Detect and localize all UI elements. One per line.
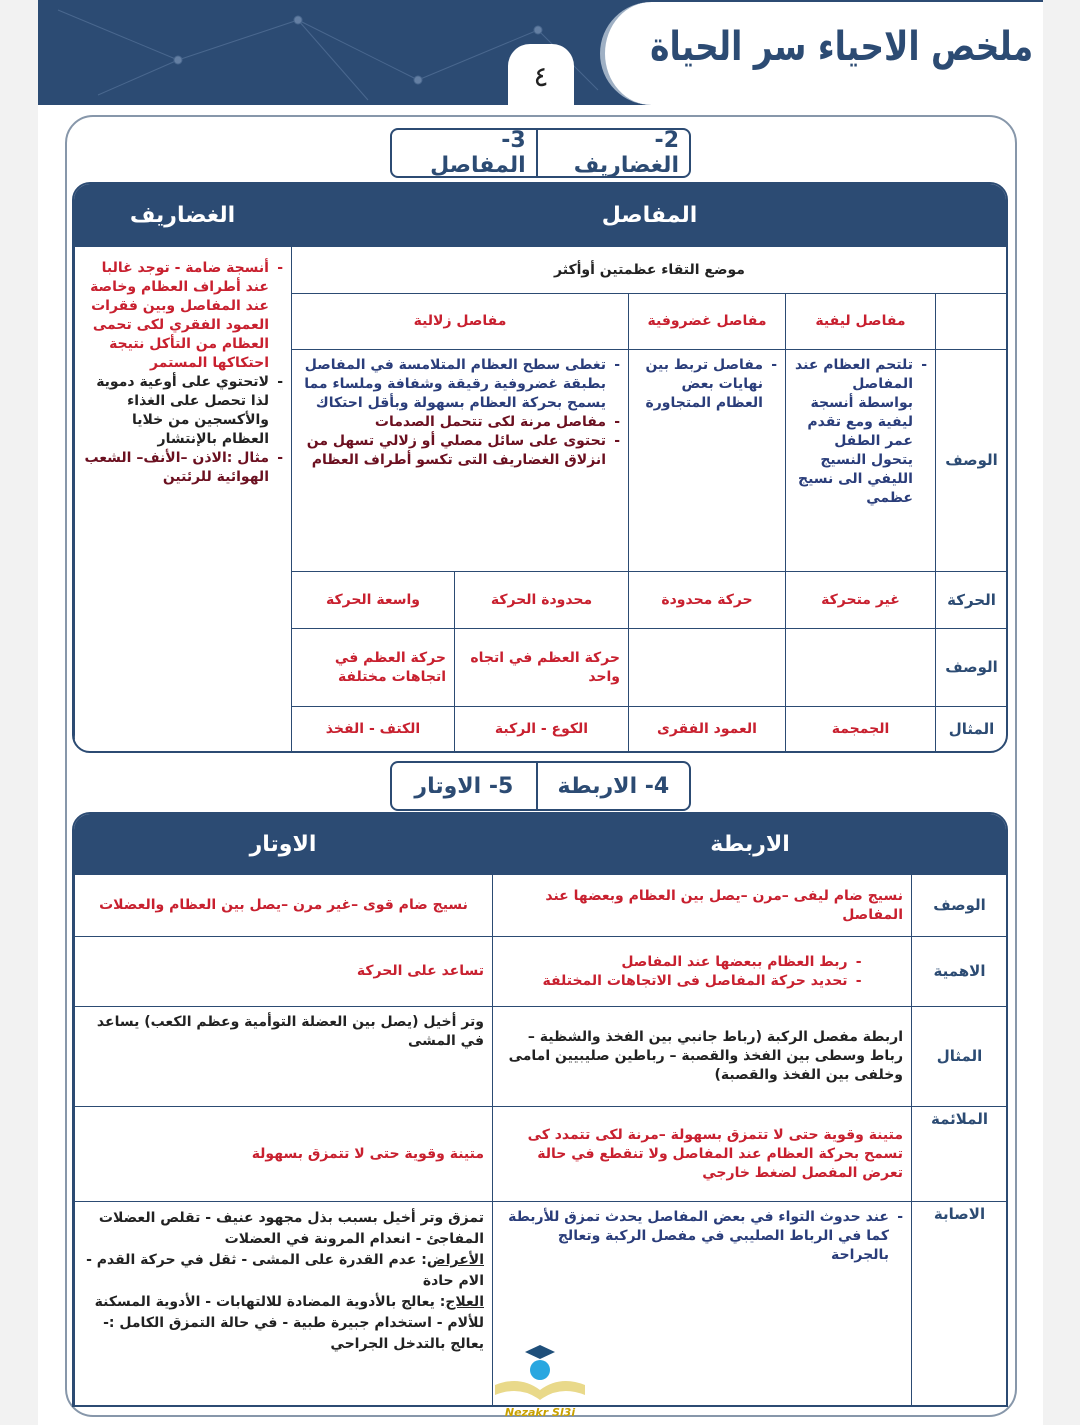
cartilage-point: - أنسجة ضامة - توجد غالبا عند أطراف العظام وخاصة عند المفاصل وبين فقرات العمود الفقري لكى تحمى العظام من التأكل نتيجة احتكاكها المستمر — [83, 259, 283, 373]
desc-cartilaginous — [628, 349, 786, 572]
joints-cartilage-table — [72, 182, 1008, 753]
empty-cell — [785, 628, 936, 707]
row-label: الاصابة — [911, 1201, 1008, 1407]
desc-point: - تحتوى على سائل مصلي أو زلالي تسهل من انزلاق الغضاريف التى تكسو أطراف العظام — [300, 432, 620, 470]
type-fibrous: مفاصل ليفية — [785, 293, 936, 350]
header-cartilage: الغضاريف — [129, 202, 236, 228]
section1-tabs — [390, 128, 691, 178]
tendons-importance: تساعد على الحركة — [74, 936, 493, 1007]
row-label: الوصف — [911, 874, 1008, 937]
desc-point: - تغطى سطح العظام المتلامسة في المفاصل بطبقة غضروفية رقيقة وشفافة وملساء مما يسمح بحركة العظام بسهولة وبأقل احتكاك — [300, 356, 620, 413]
table-header — [74, 814, 1008, 874]
movement-synovial-wide: واسعة الحركة — [291, 571, 455, 629]
injury-point: - عند حدوث التواء في بعض المفاصل يحدث تمزق للأربطة كما في الرباط الصليبي في مفصل الركبة وتعالج بالجراحة — [501, 1208, 903, 1265]
ligaments-tendons-table — [72, 812, 1008, 1407]
example-synovial-wide: الكتف - الفخذ — [291, 706, 455, 753]
desc-point: - مفاصل مرنة لكى تتحمل الصدمات — [300, 413, 620, 432]
movement-synovial-limited: محدودة الحركة — [454, 571, 629, 629]
example-cartilaginous: العمود الفقرى — [628, 706, 786, 753]
desc-point: - مفاصل تربط بين نهايات بعض العظام المتجاورة — [637, 356, 777, 413]
tendons-injury — [74, 1201, 493, 1407]
ligaments-description: نسيج ضام ليفى –مرن –يصل بين العظام وبعضها عند المفاصل — [492, 874, 912, 937]
header-tendons: الاوتار — [249, 831, 317, 857]
cartilage-point: - مثال :الاذن –الأنف– الشعب الهوائية للرئتين — [83, 449, 283, 487]
ligaments-example: اربطة مفصل الركبة (رباط جانبي بين الفخذ والشظية – رباط وسطى بين الفخذ والقصبة – رباطين صليبيين امامى وخلفى بين الفخذ والقصبة) — [492, 1006, 912, 1107]
page-number: ٤ — [508, 44, 574, 105]
row-label: الاهمية — [911, 936, 1008, 1007]
cartilage-point: - لاتحتوي على أوعية دموية لذا تحصل على الغذاء والأكسجين من خلايا العظام بالإنتشار — [83, 373, 283, 449]
tab-ligaments: 4- الاربطة — [557, 773, 670, 799]
row-label-description: الوصف — [935, 349, 1008, 572]
ligaments-importance — [492, 936, 912, 1007]
row-label-description-2: الوصف — [935, 628, 1008, 707]
desc2-multi-direction: حركة العظم في اتجاهات مختلفة — [291, 628, 455, 707]
tendons-example: وتر أخيل (يصل بين العضلة التوأمية وعظم الكعب) يساعد في المشى — [74, 1006, 493, 1107]
empty-label-cell — [935, 293, 1008, 350]
injury-causes: تمزق وتر أخيل بسبب بذل مجهود عنيف - تقلص العضلات المفاجئ - انعدام المرونة في العضلات — [98, 1210, 484, 1247]
injury-symptoms — [83, 1250, 484, 1292]
table-header — [74, 184, 1008, 246]
movement-cartilaginous: حركة محدودة — [628, 571, 786, 629]
example-fibrous: الجمجمة — [785, 706, 936, 753]
svg-text:Nezakr Sl3i: Nezakr Sl3i — [504, 1406, 576, 1419]
example-synovial-limited: الكوع - الركبة — [454, 706, 629, 753]
desc-synovial — [291, 349, 629, 572]
tendons-suitability: متينة وقوية حتى لا تتمزق بسهولة — [74, 1106, 493, 1202]
type-synovial: مفاصل زلالية — [291, 293, 629, 350]
row-label-example: المثال — [935, 706, 1008, 753]
desc-point: - تلتحم العظام عند المفاصل بواسطة أنسجة ليفية ومع تقدم عمر الطفل يتحول النسيج الليفي الى نسيج عظمي — [794, 356, 927, 508]
symptoms-text: : عدم القدرة على المشى - ثقل في حركة القدم - الام حادة — [86, 1252, 484, 1289]
tab-cartilage: 2- الغضاريف — [573, 128, 679, 178]
section2-tabs — [390, 761, 691, 811]
importance-point: - ربط العظام ببعضها عند المفاصل — [542, 953, 861, 972]
desc2-one-direction: حركة العظم في اتجاه واحد — [454, 628, 629, 707]
row-label: المثال — [911, 1006, 1008, 1107]
tab-tendons: 5- الاوتار — [392, 763, 538, 809]
row-label-movement: الحركة — [935, 571, 1008, 629]
type-cartilaginous: مفاصل غضروفية — [628, 293, 786, 350]
row-label: الملائمة — [911, 1106, 1008, 1202]
tab-joints: 3- المفاصل — [392, 130, 538, 176]
nezakr-logo-icon — [490, 1340, 590, 1420]
ligaments-suitability: متينة وقوية حتى لا تتمزق بسهولة –مرنة لكى تتمدد كى تسمح بحركة العظام عند المفاصل ولا تنقطع في حالة تعرض المفصل لضغط خارجي — [492, 1106, 912, 1202]
title-tab — [600, 2, 1043, 105]
cartilage-cell — [74, 246, 292, 753]
tendons-description: نسيج ضام قوى –غير مرن –يصل بين العظام والعضلات — [74, 874, 493, 937]
header-ligaments: الاربطة — [710, 831, 790, 857]
importance-point: - تحديد حركة المفاصل فى الاتجاهات المختلفة — [542, 972, 861, 991]
page-title: ملخص الاحياء سر الحياة — [649, 24, 1033, 70]
joint-definition: موضع التقاء عظمتين أوأكثر — [291, 246, 1008, 294]
injury-treatment — [83, 1292, 484, 1355]
movement-fibrous: غير متحركة — [785, 571, 936, 629]
header-joints: المفاصل — [601, 202, 698, 228]
empty-cell — [628, 628, 786, 707]
desc-fibrous — [785, 349, 936, 572]
symptoms-label: الأعراض — [426, 1252, 484, 1268]
treatment-text: : يعالج بالأدوية المضادة للالتهابات - الأدوية المسكنة للألام - استخدام جبيرة طبية - في حالة التمزق الكامل :- يعالج بالتدخل الجراحي — [94, 1294, 484, 1352]
treatment-label: العلاج — [445, 1294, 484, 1310]
